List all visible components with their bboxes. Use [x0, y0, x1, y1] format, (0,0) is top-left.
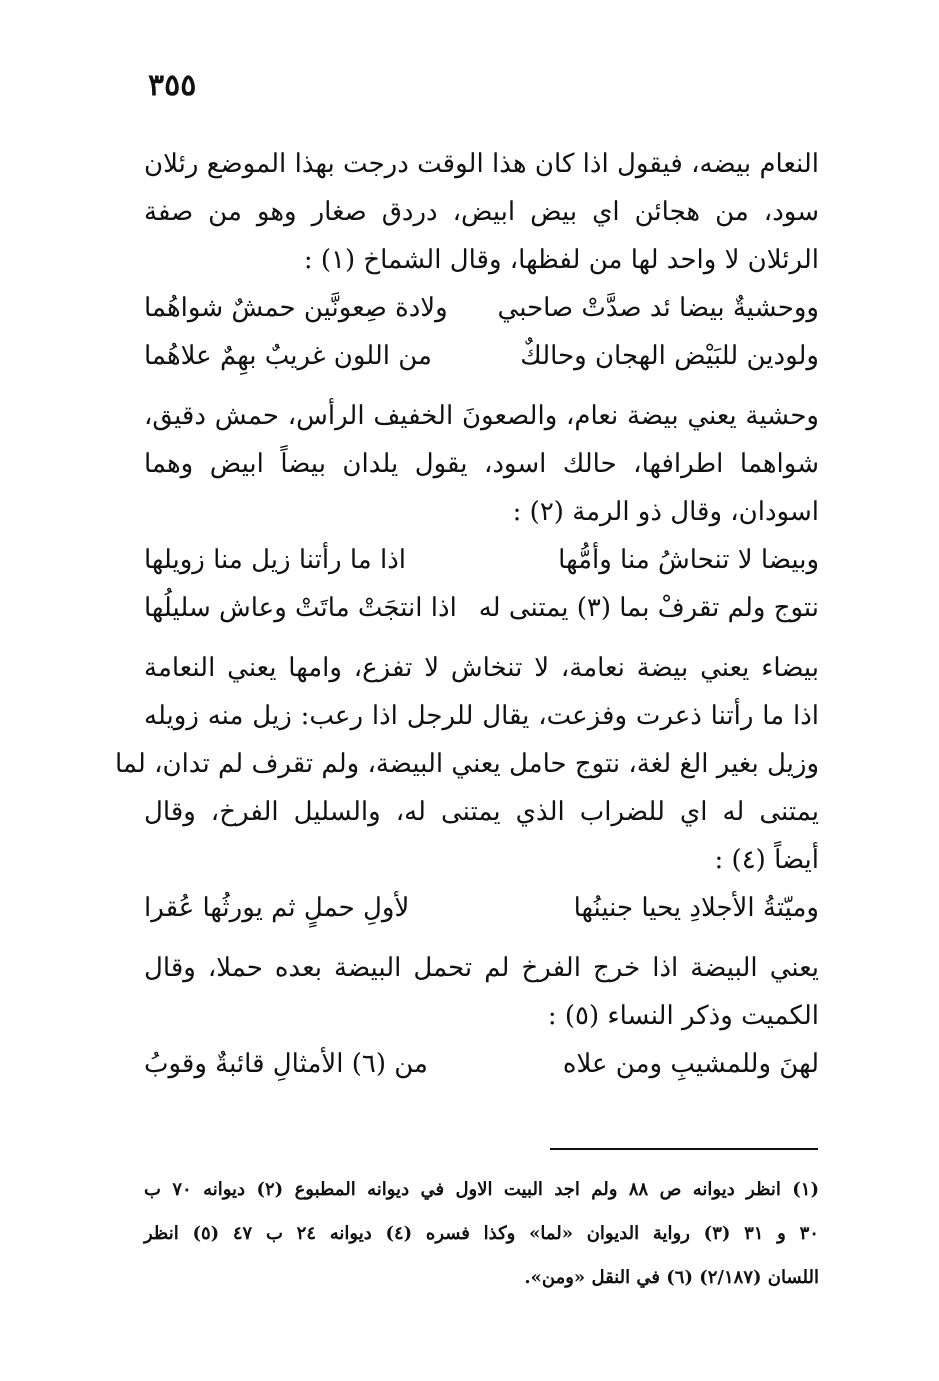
text-line: شواهما اطرافها، حالك اسود، يقول يلدان بيضاً ابيض وهما [144, 449, 819, 479]
verse-second-hemistich: من (٦) الأمثالِ قائبةٌ وقوبُ [144, 1049, 428, 1079]
footnote-line: اللسان (٢/١٨٧) (٦) في النقل «ومن». [524, 1267, 819, 1288]
main-text [114, 140, 819, 1088]
poem-verse [144, 1040, 819, 1088]
verse-second-hemistich: اذا ما رأتنا زيل منا زويلها [144, 545, 407, 575]
verse-first-hemistich: نتوج ولم تقرفْ بما (٣) يمتنى له [478, 593, 819, 623]
text-line: الرئلان لا واحد لها من لفظها، وقال الشماخ (١) : [303, 245, 819, 275]
text-line: اسودان، وقال ذو الرمة (٢) : [512, 497, 819, 527]
page-number: ٣٥٥ [148, 68, 197, 103]
text-line: يعني البيضة اذا خرج الفرخ لم تحمل البيضة بعده حملا، وقال [144, 953, 819, 983]
text-line: أيضاً (٤) : [714, 845, 819, 875]
verse-first-hemistich: ولودين للبَيْض الهجان وحالكٌ [520, 341, 819, 371]
poem-verse [144, 536, 819, 584]
poem-verse [144, 584, 819, 632]
poem-verse [144, 884, 819, 932]
footnote-line: (١) انظر ديوانه ص ٨٨ ولم اجد البيت الاول في ديوانه المطبوع (٢) ديوانه ٧٠ ب [144, 1179, 819, 1200]
text-line: وزيل بغير الغ لغة، نتوج حامل يعني البيضة، ولم تقرف لم تدان، لما [114, 749, 819, 779]
verse-second-hemistich: من اللون غريبٌ بهِمٌ علاهُما [144, 341, 432, 371]
text-line: وحشية يعني بيضة نعام، والصعونَ الخفيف الرأس، حمش دقيق، [144, 401, 819, 431]
footnotes [144, 1168, 819, 1300]
verse-first-hemistich: ووحشيةٌ بيضا ئد صدَّتْ صاحبي [497, 293, 819, 323]
verse-first-hemistich: لهنَ وللمشيبِ ومن علاه [562, 1049, 819, 1079]
verse-first-hemistich: وبيضا لا تنحاشُ منا وأمُّها [558, 545, 819, 575]
text-line: اذا ما رأتنا ذعرت وفزعت، يقال للرجل اذا رعب: زيل منه زويله [144, 701, 819, 731]
text-line: يمتنى له اي للضراب الذي يمتنى له، والسليل الفرخ، وقال [144, 797, 819, 827]
text-line: الكميت وذكر النساء (٥) : [547, 1001, 819, 1031]
footnote-line: ٣٠ و ٣١ (٣) رواية الديوان «لما» وكذا فسره (٤) ديوانه ٢٤ ب ٤٧ (٥) انظر [144, 1223, 819, 1244]
text-line: بيضاء يعني بيضة نعامة، لا تنخاش لا تفزع، وامها يعني النعامة [144, 653, 819, 683]
poem-verse [144, 284, 819, 332]
verse-second-hemistich: لأولِ حملٍ ثم يورثُها عُقرا [144, 893, 410, 923]
verse-first-hemistich: وميّتةُ الأجلادِ يحيا جنينُها [573, 893, 819, 923]
text-line: سود، من هجائن اي بيض ابيض، دردق صغار وهو من صفة [144, 197, 819, 227]
footnote-divider [550, 1148, 818, 1150]
text-line: النعام بيضه، فيقول اذا كان هذا الوقت درجت بهذا الموضع رئلان [144, 149, 819, 179]
poem-verse [144, 332, 819, 380]
verse-second-hemistich: اذا انتجَتْ ماتَتْ وعاش سليلُها [144, 593, 457, 623]
verse-second-hemistich: ولادة صِعونَّين حمشٌ شواهُما [144, 293, 448, 323]
